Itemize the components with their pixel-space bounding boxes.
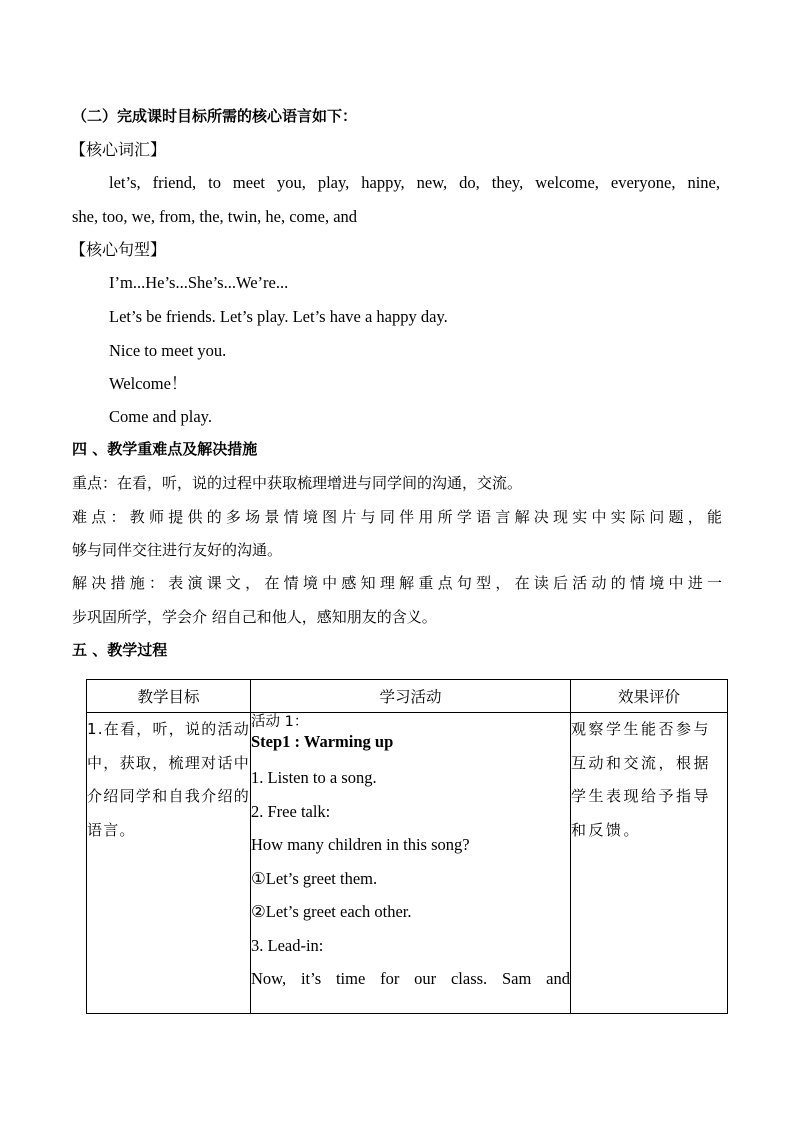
teaching-process-table bbox=[86, 679, 728, 1014]
sentence-1: I’m...He’s...She’s...We’re... bbox=[109, 273, 289, 292]
activity-line: ①Let’s greet them. bbox=[251, 868, 378, 888]
solution-line-1: 解决措施：表演课文，在情境中感知理解重点句型，在读后活动的情境中进一 bbox=[72, 574, 722, 592]
header-learning-activity: 学习活动 bbox=[251, 680, 571, 713]
activity-line: 1. Listen to a song. bbox=[251, 768, 377, 787]
activity-step-title: Step1 : Warming up bbox=[251, 732, 394, 751]
activity-line: 2. Free talk: bbox=[251, 801, 331, 821]
sentence-4: Welcome！ bbox=[109, 374, 188, 393]
sentence-3: Nice to meet you. bbox=[109, 341, 227, 360]
header-effect-evaluation: 效果评价 bbox=[571, 680, 728, 713]
sentence-2: Let’s be friends. Let’s play. Let’s have a happy day. bbox=[109, 307, 448, 326]
difficulty-line-1: 难点：教师提供的多场景情境图片与同伴用所学语言解决现实中实际问题，能 bbox=[72, 508, 722, 526]
core-vocabulary-label: 【核心词汇】 bbox=[70, 140, 167, 159]
activity-cell bbox=[251, 713, 571, 1014]
difficulty-line-2: 够与同伴交往进行友好的沟通。 bbox=[72, 541, 283, 559]
core-sentence-label: 【核心句型】 bbox=[70, 240, 167, 259]
activity-line: Now, it’s time for our class. Sam and bbox=[251, 969, 570, 988]
evaluation-cell: 观察学生能否参与互动和交流，根据学生表现给予指导和反馈。 bbox=[571, 713, 728, 1014]
activity-label: 活动 1： bbox=[251, 714, 309, 730]
table-row bbox=[87, 713, 728, 1014]
section-heading-core-language: （二）完成课时目标所需的核心语言如下： bbox=[72, 107, 358, 125]
goal-cell: 1.在看，听，说的活动中，获取，梳理对话中介绍同学和自我介绍的语言。 bbox=[87, 713, 251, 1014]
key-point-text: 重点：在看，听，说的过程中获取梳理增进与同学间的沟通，交流。 bbox=[72, 474, 523, 492]
vocabulary-line-1: let’s, friend, to meet you, play, happy, new, do, they, welcome, everyone, nine, bbox=[109, 173, 720, 192]
activity-line: How many children in this song? bbox=[251, 835, 470, 854]
section-heading-teaching-process: 五 、教学过程 bbox=[72, 641, 168, 659]
vocabulary-line-2: she, too, we, from, the, twin, he, come, and bbox=[72, 207, 358, 226]
sentence-5: Come and play. bbox=[109, 407, 212, 426]
table-header-row bbox=[87, 680, 728, 713]
activity-line: ②Let’s greet each other. bbox=[251, 902, 412, 921]
header-teaching-goal: 教学目标 bbox=[87, 680, 251, 713]
activity-line: 3. Lead-in: bbox=[251, 935, 324, 955]
section-heading-key-points: 四 、教学重难点及解决措施 bbox=[72, 440, 258, 458]
solution-line-2: 步巩固所学，学会介 绍自己和他人，感知朋友的含义。 bbox=[72, 608, 437, 626]
